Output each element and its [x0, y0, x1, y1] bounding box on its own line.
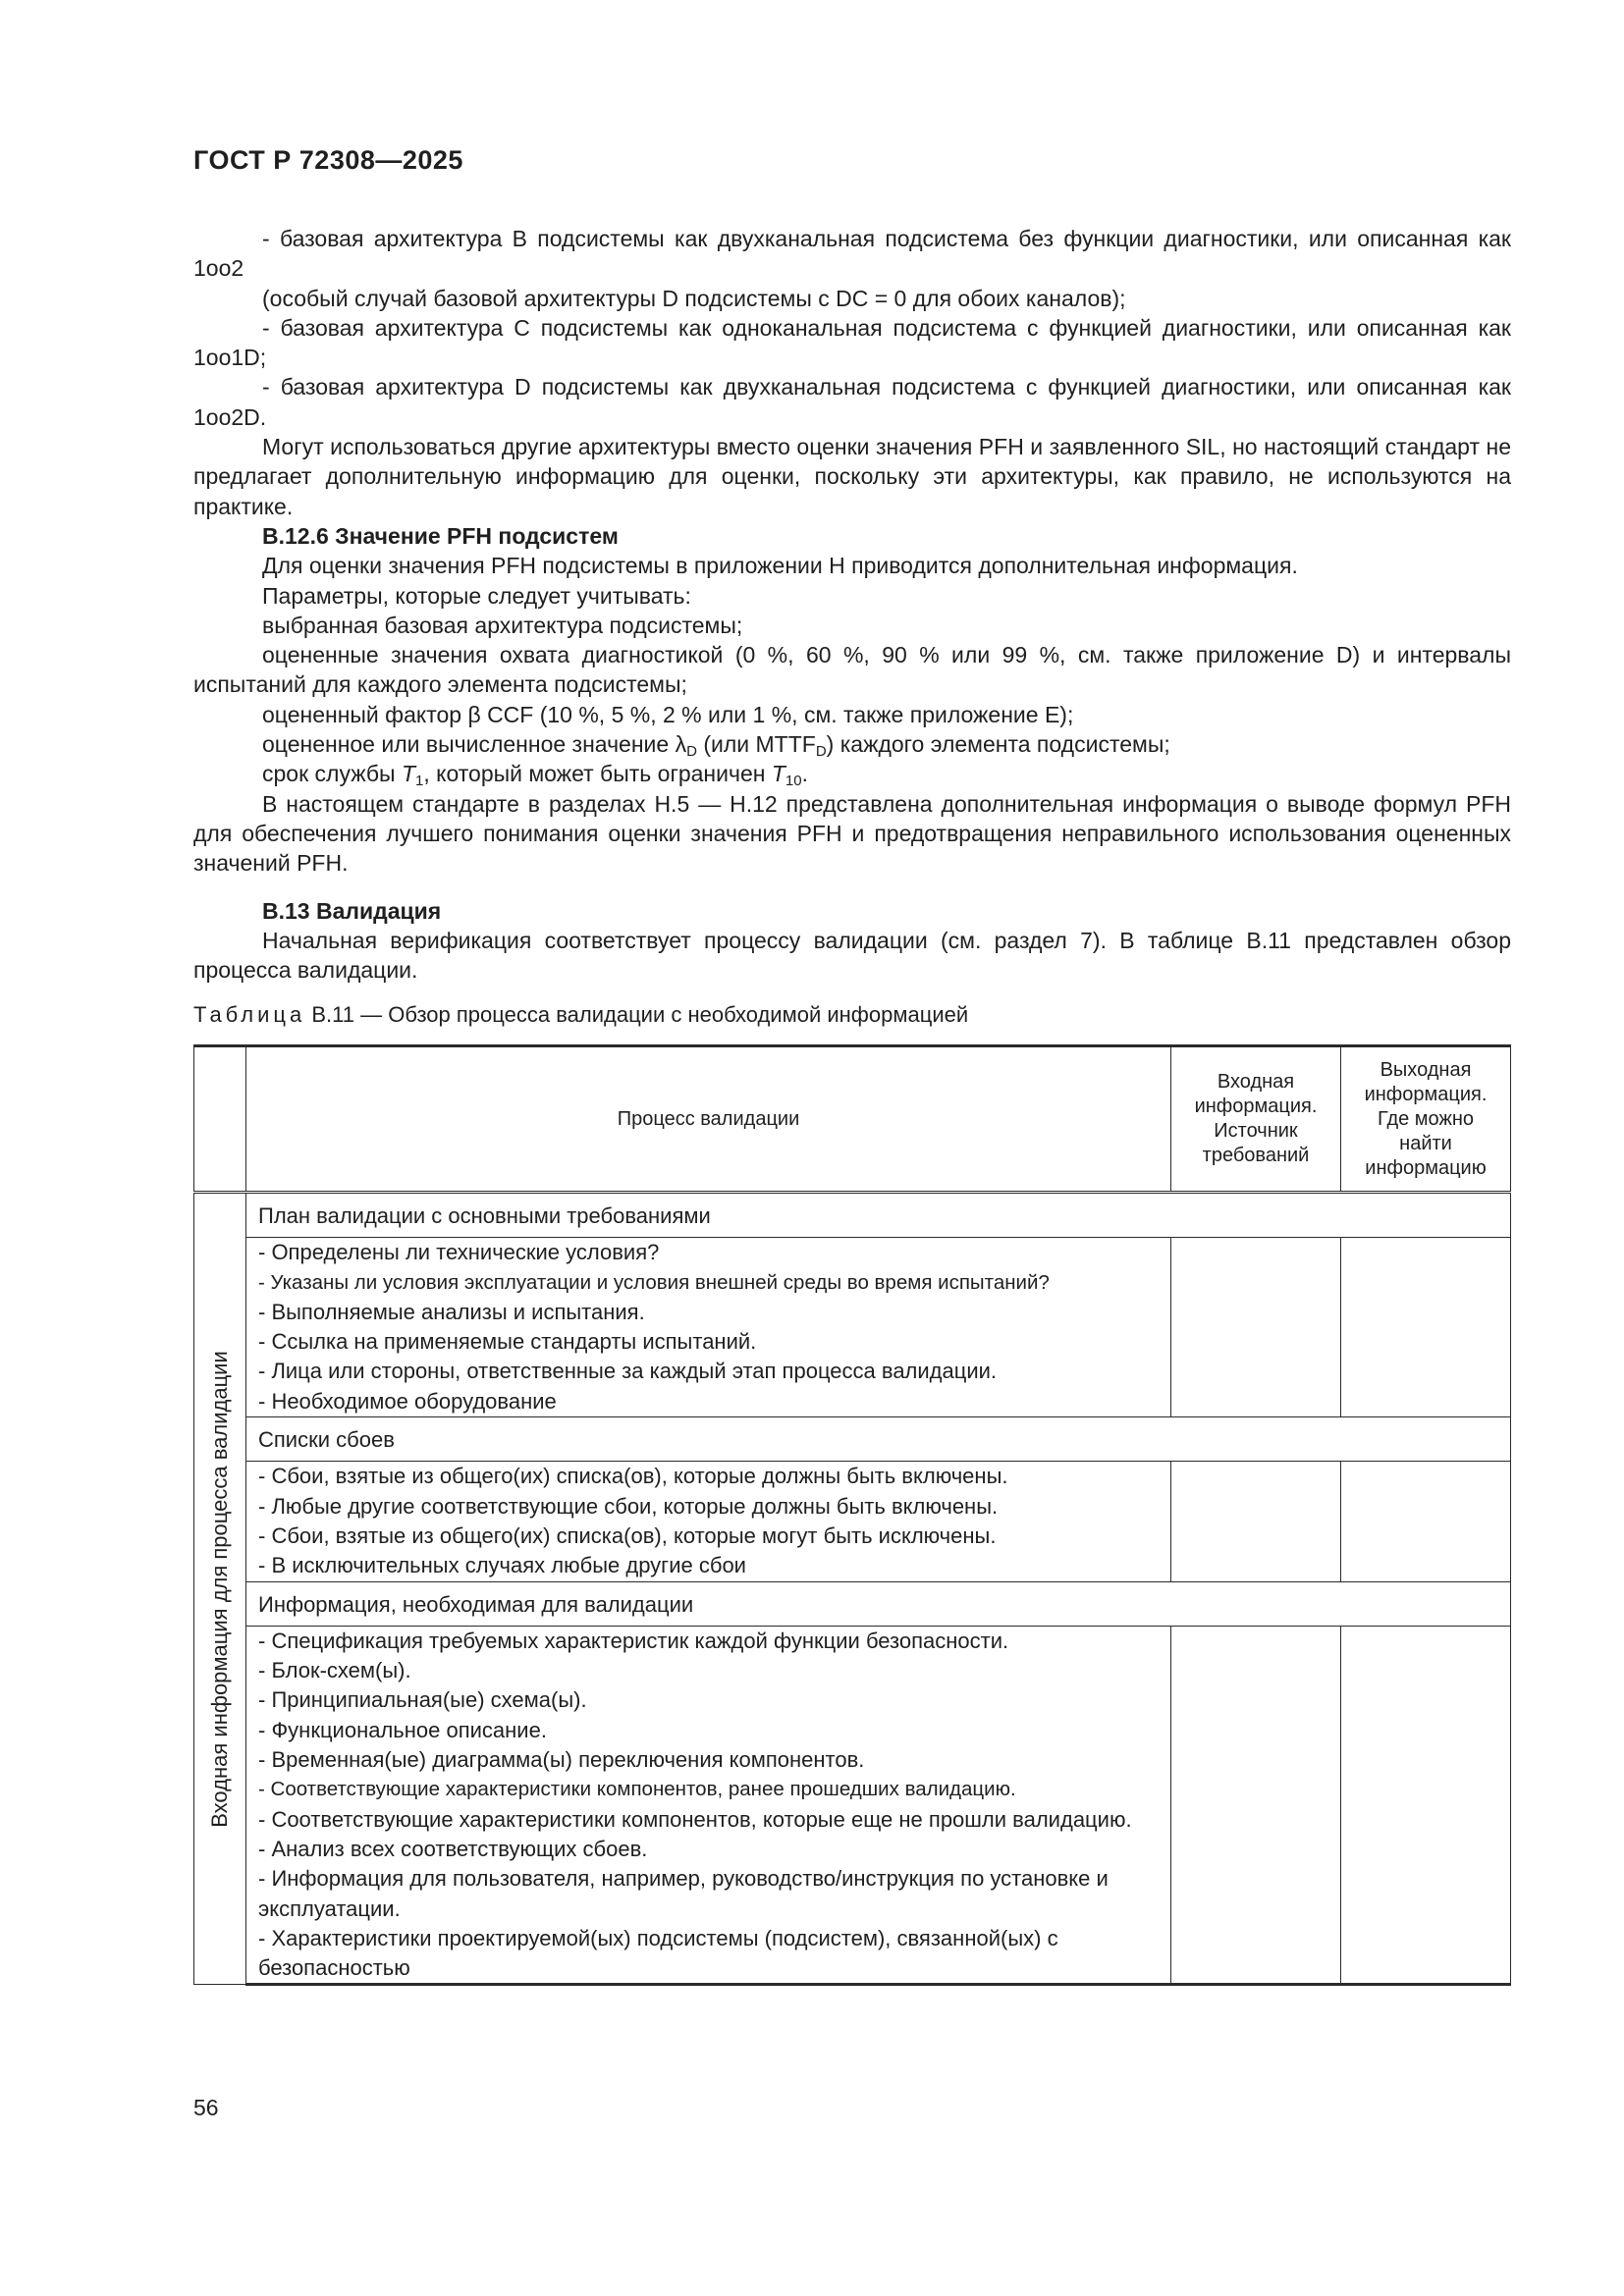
output-cell	[1341, 1238, 1511, 1417]
list-item: - Выполняемые анализы и испытания.	[258, 1299, 645, 1324]
text-run: срок службы	[262, 761, 402, 787]
page-number: 56	[193, 2095, 219, 2120]
paragraph	[193, 759, 1511, 788]
text-run: (или MTTF	[696, 731, 816, 758]
validation-table	[193, 1044, 1511, 1986]
input-cell	[1171, 1462, 1341, 1581]
subscript: 1	[415, 773, 424, 790]
section-heading: В.12.6 Значение PFH подсистем	[262, 522, 619, 549]
paragraph: - базовая архитектура D подсистемы как двухканальная подсистема с функцией диагностики, или описанная как 1оо2D.	[193, 374, 1511, 430]
list-item: - Временная(ые) диаграмма(ы) переключения компонентов.	[258, 1747, 865, 1773]
list-item: - Функциональное описание.	[258, 1717, 547, 1742]
group-title: План валидации с основными требованиями	[246, 1193, 1511, 1238]
group-items-row	[194, 1462, 1511, 1581]
list-item: - Лица или стороны, ответственные за каждый этап процесса валидации.	[258, 1359, 998, 1384]
list-item: - Сбои, взятые из общего(их) списка(ов), которые должны быть включены.	[258, 1464, 1008, 1489]
header-output: Выходная информация. Где можно найти информацию	[1341, 1046, 1511, 1193]
output-cell	[1341, 1462, 1511, 1581]
header-empty-cell	[194, 1046, 246, 1193]
list-item: - Соответствующие характеристики компонентов, которые еще не прошли валидацию.	[258, 1806, 1132, 1832]
text-run: , который может быть ограничен	[423, 761, 772, 787]
text-run: .	[801, 761, 808, 787]
body-text	[193, 224, 1511, 985]
paragraph: Начальная верификация соответствует процессу валидации (см. раздел 7). В таблице В.11 представлен обзор процесса валидации.	[193, 927, 1511, 984]
list-item: - Соответствующие характеристики компонентов, ранее прошедших валидацию.	[258, 1778, 1016, 1801]
paragraph: выбранная базовая архитектура подсистемы;	[262, 612, 743, 638]
paragraph: В настоящем стандарте в разделах Н.5 — Н.12 представлена дополнительная информация о выводе формул PFH для обеспечения лучшего понимания оценки значения PFH и предотвращения неправильного использования оцененных значений PFH.	[193, 790, 1511, 877]
subscript: 10	[785, 773, 802, 790]
list-item: - Указаны ли условия эксплуатации и условия внешней среды во время испытаний?	[258, 1270, 1050, 1294]
caption-text: В.11 — Обзор процесса валидации с необходимой информацией	[305, 1002, 969, 1027]
list-item: - Спецификация требуемых характеристик каждой функции безопасности.	[258, 1628, 1009, 1653]
list-item: - Информация для пользователя, например, руководство/инструкция по установке и эксплуатации.	[258, 1866, 1109, 1921]
input-cell	[1171, 1238, 1341, 1417]
list-item: - Блок-схем(ы).	[258, 1658, 411, 1683]
group-title: Информация, необходимая для валидации	[246, 1581, 1511, 1626]
group-items-row	[194, 1626, 1511, 1985]
group-items-cell	[246, 1238, 1171, 1417]
group-title-row	[194, 1581, 1511, 1626]
caption-label: Таблица	[193, 1002, 306, 1027]
paragraph: - базовая архитектура В подсистемы как двухканальная подсистема без функции диагностики, или описанная как 1оо2	[193, 226, 1511, 282]
list-item: - Необходимое оборудование	[258, 1388, 557, 1414]
list-item: - Любые другие соответствующие сбои, которые должны быть включены.	[258, 1493, 999, 1519]
group-items-row	[194, 1238, 1511, 1417]
side-label-cell	[194, 1193, 246, 1985]
text-run: ) каждого элемента подсистемы;	[826, 731, 1170, 758]
table-header-row	[194, 1046, 1511, 1193]
header-process: Процесс валидации	[246, 1046, 1171, 1193]
document-header: ГОСТ Р 72308—2025	[193, 145, 463, 175]
list-item: - В исключительных случаях любые другие сбои	[258, 1553, 746, 1578]
paragraph: Могут использоваться другие архитектуры вместо оценки значения PFH и заявленного SIL, но настоящий стандарт не предлагает дополнительную информацию для оценки, поскольку эти архитектуры, как правило, не используются на практике.	[193, 434, 1511, 519]
section-heading: В.13 Валидация	[262, 897, 442, 924]
symbol: T	[771, 761, 785, 787]
output-cell	[1341, 1626, 1511, 1985]
header-input: Входная информация. Источник требований	[1171, 1046, 1341, 1193]
subscript: D	[686, 743, 697, 761]
paragraph	[193, 729, 1511, 759]
group-title-row	[194, 1417, 1511, 1462]
side-label: Входная информация для процесса валидации	[206, 1350, 232, 1828]
paragraph: (особый случай базовой архитектуры D подсистемы с DC = 0 для обоих каналов);	[262, 285, 1126, 311]
paragraph: Для оценки значения PFH подсистемы в приложении Н приводится дополнительная информация.	[262, 553, 1298, 579]
input-cell	[1171, 1626, 1341, 1985]
symbol: T	[401, 761, 416, 787]
text-run: оцененное или вычисленное значение λ	[262, 731, 687, 758]
table-caption	[193, 1002, 968, 1028]
list-item: - Характеристики проектируемой(ых) подсистемы (подсистем), связанной(ых) с безопасностью	[258, 1925, 1058, 1981]
group-items-cell	[246, 1462, 1171, 1581]
list-item: - Сбои, взятые из общего(их) списка(ов), которые могут быть исключены.	[258, 1522, 997, 1548]
list-item: - Принципиальная(ые) схема(ы).	[258, 1687, 587, 1713]
list-item: - Анализ всех соответствующих сбоев.	[258, 1836, 648, 1861]
subscript: D	[815, 743, 827, 761]
list-item: - Ссылка на применяемые стандарты испытаний.	[258, 1329, 757, 1355]
paragraph: - базовая архитектура С подсистемы как одноканальная подсистема с функцией диагностики, или описанная как 1оо1D;	[193, 314, 1511, 371]
group-title-row	[194, 1193, 1511, 1238]
paragraph: Параметры, которые следует учитывать:	[262, 582, 691, 609]
list-item: - Определены ли технические условия?	[258, 1240, 660, 1265]
paragraph: оцененный фактор β CCF (10 %, 5 %, 2 % или 1 %, см. также приложение Е);	[262, 701, 1074, 727]
group-title: Списки сбоев	[246, 1417, 1511, 1462]
group-items-cell	[246, 1626, 1171, 1985]
paragraph: оцененные значения охвата диагностикой (0 %, 60 %, 90 % или 99 %, см. также приложение D) и интервалы испытаний для каждого элемента подсистемы;	[193, 642, 1511, 698]
